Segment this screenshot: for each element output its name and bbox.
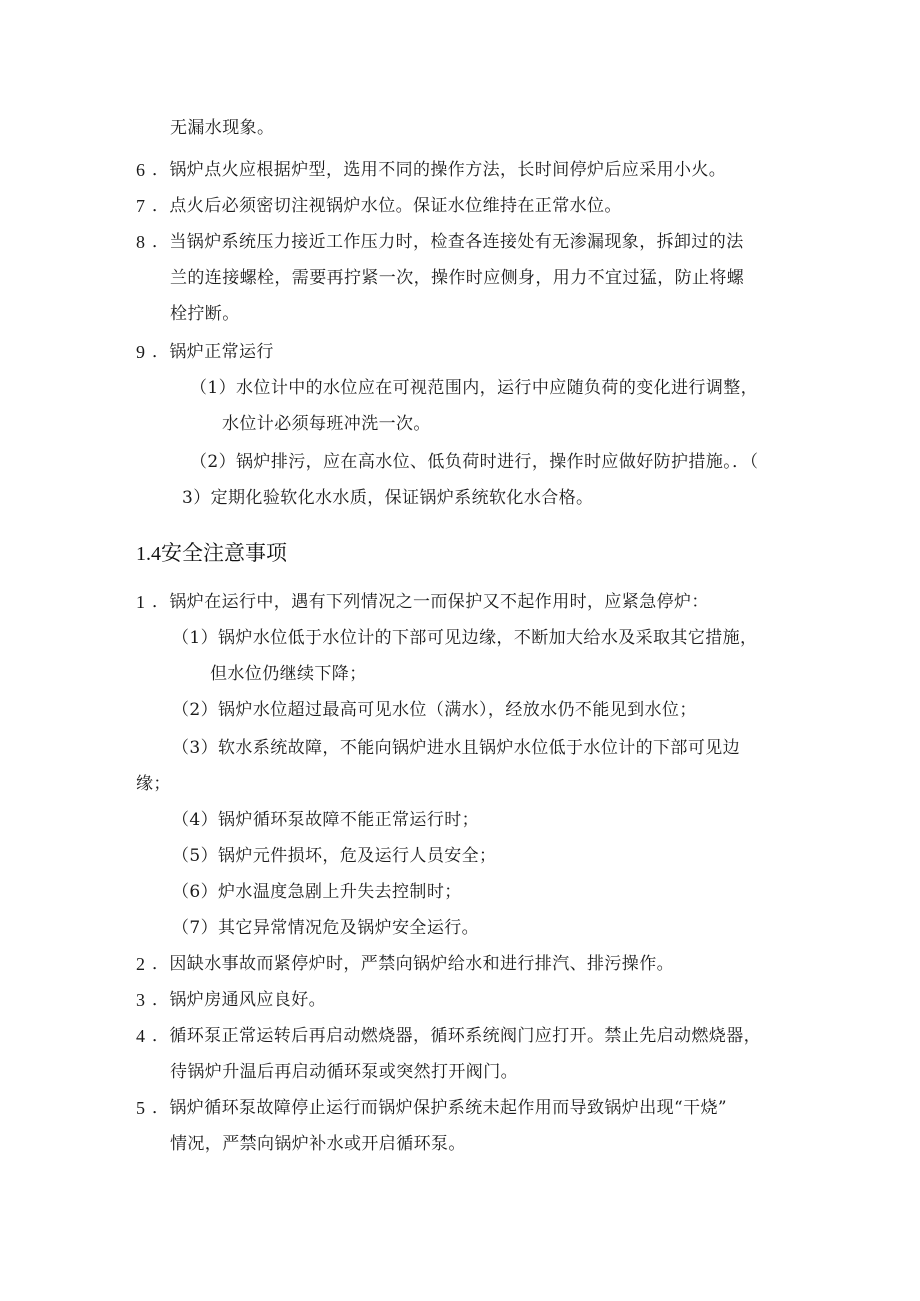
sub-item-text: 缘； [136,774,171,794]
list-item-text: ．循环泵正常运转后再启动燃烧器，循环系统阀门应打开。禁止先启动燃烧器， [152,1026,761,1046]
list-item-text: ．锅炉在运行中，遇有下列情况之一而保护又不起作用时，应紧急停炉： [152,592,709,612]
section-title: 安全注意事项 [161,541,287,565]
item-number: 4 [136,1026,145,1046]
sub-item-text: （5）锅炉元件损坏，危及运行人员安全； [172,846,497,866]
sub-item-text: （4）锅炉循环泵故障不能正常运行时； [172,810,480,830]
sub-item-text: （2）锅炉排污，应在高水位、低负荷时进行，操作时应做好防护措施。．（ [190,452,759,472]
list-item-text: ．锅炉房通风应良好。 [152,990,326,1010]
list-item-text: ．锅炉点火应根据炉型，选用不同的操作方法，长时间停炉后应采用小火。 [152,160,727,180]
sub-item-text: 3）定期化验软化水水质，保证锅炉系统软化水合格。 [182,488,594,508]
paragraph-continuation: 无漏水现象。 [170,118,275,138]
list-item-text: ．因缺水事故而紧停炉时，严禁向锅炉给水和进行排汽、排污操作。 [152,954,674,974]
item-number: 1 [136,592,145,612]
sub-item-text: （2）锅炉水位超过最高可见水位（满水），经放水仍不能见到水位； [172,700,697,720]
item-number: 8 [136,232,145,252]
sub-item-text: （7）其它异常情况危及锅炉安全运行。 [172,918,480,938]
item-number: 9 [136,342,145,362]
item-number: 5 [136,1098,145,1118]
list-item-text: ．当锅炉系统压力接近工作压力时，检查各连接处有无渗漏现象，拆卸过的法 [152,232,744,252]
list-item-text: 待锅炉升温后再启动循环泵或突然打开阀门。 [170,1062,518,1082]
sub-item-text: （6）炉水温度急剧上升失去控制时； [172,882,462,902]
sub-item-text: （3）软水系统故障，不能向锅炉进水且锅炉水位低于水位计的下部可见边 [172,738,741,758]
section-number: 1.4 [136,543,161,565]
item-number: 3 [136,990,145,1010]
item-number: 2 [136,954,145,974]
item-number: 6 [136,160,145,180]
list-item-text: ．锅炉循环泵故障停止运行而锅炉保护系统未起作用而导致锅炉出现“干烧” [152,1098,727,1118]
section-heading [136,538,287,569]
sub-item-text: （1）水位计中的水位应在可视范围内，运行中应随负荷的变化进行调整， [190,378,759,398]
sub-item-text: 但水位仍继续下降； [210,664,367,684]
sub-item-text: （1）锅炉水位低于水位计的下部可见边缘，不断加大给水及采取其它措施， [172,628,758,648]
list-item-text: ．点火后必须密切注视锅炉水位。保证水位维持在正常水位。 [152,196,622,216]
list-item-text: ．锅炉正常运行 [152,342,274,362]
list-item-text: 栓拧断。 [170,304,240,324]
list-item-text: 兰的连接螺栓，需要再拧紧一次，操作时应侧身，用力不宜过猛，防止将螺 [170,268,745,288]
list-item-text: 情况，严禁向锅炉补水或开启循环泵。 [170,1134,466,1154]
sub-item-text: 水位计必须每班冲洗一次。 [222,414,431,434]
item-number: 7 [136,196,145,216]
